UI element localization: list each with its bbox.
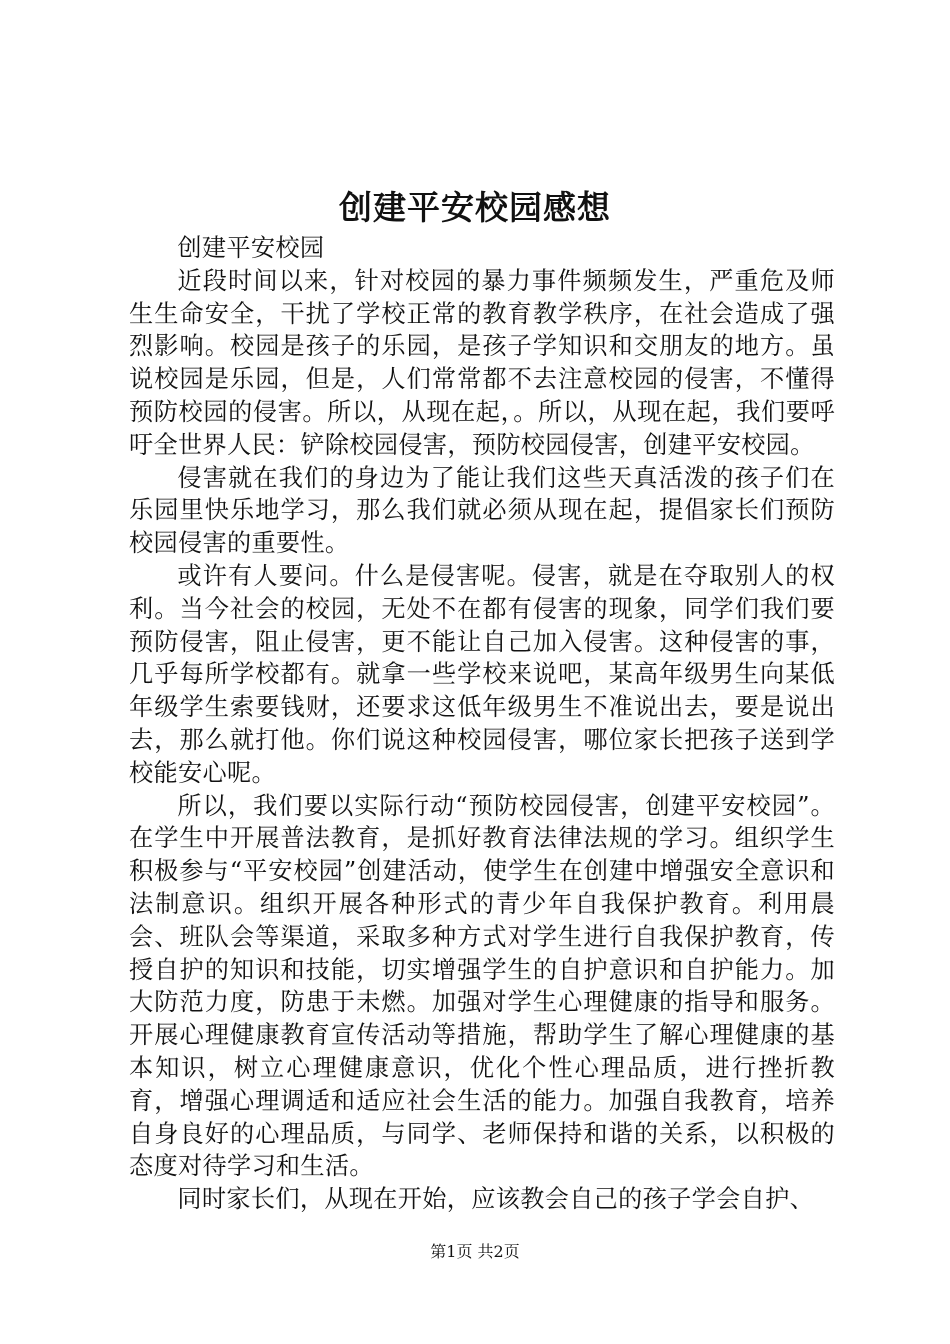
- paragraph-5: 同时家长们，从现在开始，应该教会自己的孩子学会自护、: [177, 1185, 815, 1214]
- paragraph-1: 近段时间以来，针对校园的暴力事件频频发生，严重危及师生生命安全，干扰了学校正常的教育教学秩序，在社会造成了强烈影响。校园是孩子的乐园，是孩子学知识和交朋友的地方。虽说校园是乐园，但是，人们常常都不去注意校园的侵害，不懂得预防校园的侵害。所以，从现在起，。所以，从现在起，我们要呼吁全世界人民：铲除校园侵害，预防校园侵害，创建平安校园。: [129, 266, 835, 459]
- document-body: [129, 232, 835, 1216]
- paragraph-2: 侵害就在我们的身边为了能让我们这些天真活泼的孩子们在乐园里快乐地学习，那么我们就必须从现在起，提倡家长们预防校园侵害的重要性。: [129, 463, 835, 558]
- paragraph-4: 所以，我们要以实际行动“预防校园侵害，创建平安校园”。在学生中开展普法教育，是抓好教育法律法规的学习。组织学生积极参与“平安校园”创建活动，使学生在创建中增强安全意识和法制意识。组织开展各种形式的青少年自我保护教育。利用晨会、班队会等渠道，采取多种方式对学生进行自我保护教育，传授自护的知识和技能，切实增强学生的自护意识和自护能力。加大防范力度，防患于未燃。加强对学生心理健康的指导和服务。开展心理健康教育宣传活动等措施，帮助学生了解心理健康的基本知识，树立心理健康意识，优化个性心理品质，进行挫折教育，增强心理调适和适应社会生活的能力。加强自我教育，培养自身良好的心理品质，与同学、老师保持和谐的关系，以积极的态度对待学习和生活。: [129, 791, 835, 1181]
- paragraph-3: 或许有人要问。什么是侵害呢。侵害，就是在夺取别人的权利。当今社会的校园，无处不在都有侵害的现象，同学们我们要预防侵害，阻止侵害，更不能让自己加入侵害。这种侵害的事，几乎每所学校都有。就拿一些学校来说吧，某高年级男生向某低年级学生索要钱财，还要求这低年级男生不准说出去，要是说出去，那么就打他。你们说这种校园侵害，哪位家长把孩子送到学校能安心呢。: [129, 561, 835, 787]
- paragraph-subtitle: 创建平安校园: [177, 234, 325, 262]
- page-number-footer: 第1页 共2页: [430, 1242, 520, 1261]
- document-title: 创建平安校园感想: [339, 188, 611, 227]
